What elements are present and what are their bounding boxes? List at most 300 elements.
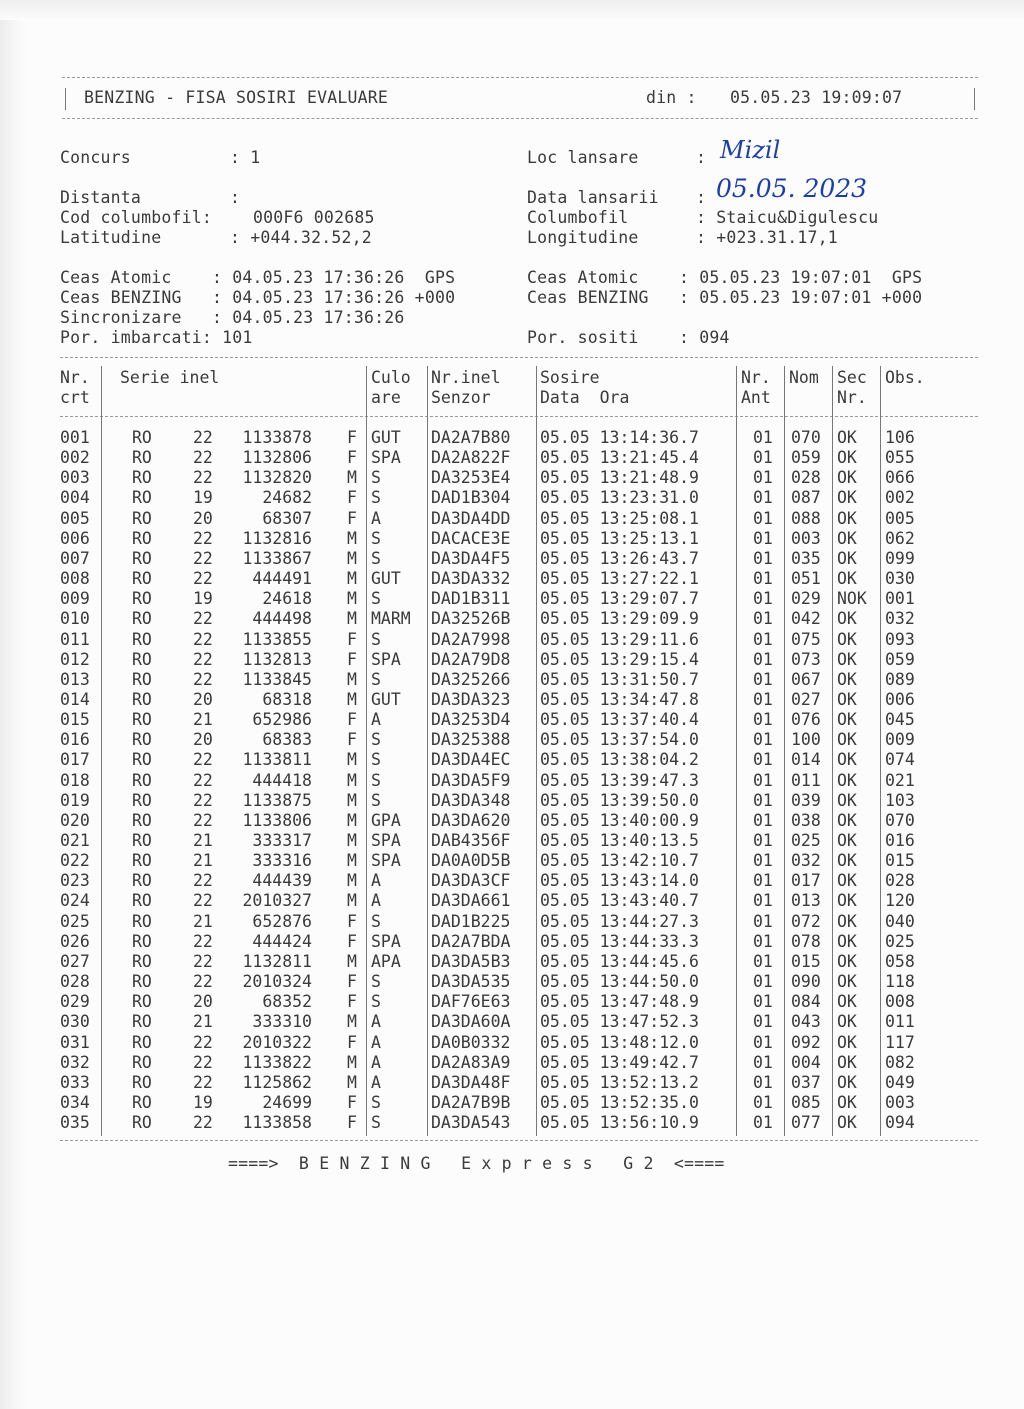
distanta-label: Distanta [60,188,142,207]
cell-senzor: DA3DA323 [431,689,511,709]
cell-sec: OK [837,1052,857,1072]
cell-tara: RO [132,931,152,951]
cell-inel: 444498 [252,609,312,629]
cell-senzor: DA2A7998 [431,629,511,649]
cell-sosire: 05.05 13:48:12.0 [540,1032,699,1052]
cell-obs: 118 [885,972,915,992]
cell-ant: 01 [753,831,773,850]
cell-nom: 014 [791,750,821,770]
porumbei-sositi: Por. sositi : 094 [527,328,730,347]
cell-culoare: S [371,730,381,750]
cell-tara: RO [132,750,152,770]
cell-sex: M [347,528,357,548]
cell-ant: 01 [753,992,773,1012]
cell-nom: 015 [791,951,821,971]
cell-inel: 1133878 [242,428,312,447]
report-title: BENZING - FISA SOSIRI EVALUARE [84,88,389,107]
cell-sec: OK [837,790,857,810]
cell-obs: 099 [885,548,915,568]
cell-sosire: 05.05 13:29:15.4 [540,649,699,669]
cell-nom: 035 [791,548,821,568]
cell-ant: 01 [753,871,773,891]
cell-ant: 01 [753,689,773,709]
cell-tara: RO [132,428,152,447]
cell-tara: RO [132,1032,152,1052]
cell-nr: 023 [60,871,90,891]
cell-ant: 01 [753,589,773,609]
cell-senzor: DA3DA348 [431,790,511,810]
cell-tara: RO [132,891,152,911]
cell-inel: 1133875 [242,790,312,810]
cell-culoare: S [371,669,381,689]
cell-ant: 01 [753,1032,773,1052]
col-header-crt: crt [60,388,90,407]
cell-sex: M [347,1012,357,1032]
cell-ant: 01 [753,1113,773,1133]
cell-sec: OK [837,1092,857,1112]
cell-inel: 2010324 [242,972,312,992]
cell-ant: 01 [753,810,773,830]
cell-culoare: S [371,992,381,1012]
col-header-nr: Nr. [60,368,90,387]
cell-obs: 030 [885,569,915,589]
cell-nom: 084 [791,992,821,1012]
report-date-value: 05.05.23 19:09:07 [730,88,903,107]
cell-nom: 088 [791,508,821,528]
col-header-culoare-2: are [371,388,401,407]
cell-an: 20 [193,689,213,709]
cell-senzor: DA3DA3CF [431,871,511,891]
cell-an: 22 [193,448,213,468]
cell-inel: 1132811 [242,951,312,971]
cell-an: 22 [193,790,213,810]
cell-nr: 010 [60,609,90,629]
cell-culoare: SPA [371,448,401,468]
table-top-rule [60,357,978,358]
col-header-sosire: Sosire [540,368,600,387]
cell-nr: 004 [60,488,90,508]
column-separator [536,366,537,1136]
distanta-value: : [230,188,241,207]
cell-sosire: 05.05 13:56:10.9 [540,1113,699,1133]
concurs-value: : 1 [230,148,261,167]
cell-sex: M [347,569,357,589]
cell-ant: 01 [753,1092,773,1112]
cell-sosire: 05.05 13:14:36.7 [540,428,699,447]
cell-nom: 072 [791,911,821,931]
cell-culoare: SPA [371,649,401,669]
cell-senzor: DA3DA60A [431,1012,511,1032]
cell-obs: 066 [885,468,915,488]
cell-sec: OK [837,669,857,689]
cell-tara: RO [132,569,152,589]
cell-culoare: A [371,1032,381,1052]
cell-senzor: DAD1B225 [431,911,511,931]
cell-sosire: 05.05 13:44:27.3 [540,911,699,931]
cell-sex: F [347,710,357,730]
cell-nom: 039 [791,790,821,810]
cell-an: 22 [193,931,213,951]
cell-nom: 090 [791,972,821,992]
cell-tara: RO [132,770,152,790]
column-separator [736,366,737,1136]
porumbei-imbarcati: Por. imbarcati: 101 [60,328,253,347]
cell-obs: 117 [885,1032,915,1052]
cell-ant: 01 [753,891,773,911]
cell-nr: 019 [60,790,90,810]
cell-ant: 01 [753,488,773,508]
cell-nr: 031 [60,1032,90,1052]
latitudine-label: Latitudine [60,228,162,247]
cell-ant: 01 [753,951,773,971]
cell-sex: F [347,488,357,508]
cell-culoare: S [371,468,381,488]
cell-ant: 01 [753,931,773,951]
cell-obs: 028 [885,871,915,891]
cell-nr: 008 [60,569,90,589]
cell-senzor: DA3DA5B3 [431,951,511,971]
cell-senzor: DA2A7B9B [431,1092,511,1112]
column-separator [784,366,785,1136]
paper-edge [0,0,28,1409]
sex-separator [366,428,367,1136]
cell-ant: 01 [753,710,773,730]
cell-inel: 68383 [262,730,312,750]
cell-nom: 011 [791,770,821,790]
column-separator [101,366,102,1136]
cell-an: 22 [193,1032,213,1052]
cell-senzor: DA2A7BDA [431,931,511,951]
cell-senzor: DA0A0D5B [431,851,511,871]
cell-an: 22 [193,951,213,971]
cell-nom: 067 [791,669,821,689]
cell-ant: 01 [753,629,773,649]
cell-nom: 059 [791,448,821,468]
cell-obs: 025 [885,931,915,951]
cell-an: 22 [193,1052,213,1072]
cell-sec: OK [837,548,857,568]
cell-sex: F [347,629,357,649]
cell-sosire: 05.05 13:39:47.3 [540,770,699,790]
cell-nr: 034 [60,1092,90,1112]
cell-tara: RO [132,669,152,689]
cell-inel: 1133845 [242,669,312,689]
cell-obs: 009 [885,730,915,750]
cell-an: 22 [193,770,213,790]
cell-tara: RO [132,1052,152,1072]
cell-obs: 093 [885,629,915,649]
cell-nr: 022 [60,851,90,871]
cell-sex: M [347,589,357,609]
cell-sex: F [347,1113,357,1133]
cell-sosire: 05.05 13:40:13.5 [540,831,699,850]
cell-nom: 032 [791,851,821,871]
cell-an: 20 [193,730,213,750]
cell-sec: OK [837,468,857,488]
cell-inel: 333316 [252,851,312,871]
title-box-right-border [974,88,975,110]
cell-nom: 013 [791,891,821,911]
table-header-rule [60,416,978,417]
cell-culoare: S [371,1113,381,1133]
cell-culoare: MARM [371,609,411,629]
cell-sex: M [347,871,357,891]
cell-sosire: 05.05 13:27:22.1 [540,569,699,589]
data-lansarii-label: Data lansarii [527,188,659,207]
cell-sec: OK [837,710,857,730]
cell-inel: 2010327 [242,891,312,911]
cell-senzor: DA3DA4F5 [431,548,511,568]
cell-sex: F [347,1032,357,1052]
cod-columbofil-label: Cod columbofil: [60,208,213,227]
cell-sec: OK [837,1072,857,1092]
columbofil-value: : Staicu&Digulescu [696,208,879,227]
cell-sex: M [347,851,357,871]
cell-tara: RO [132,609,152,629]
cell-tara: RO [132,468,152,488]
cell-sex: M [347,1072,357,1092]
cell-an: 22 [193,972,213,992]
cell-sex: F [347,972,357,992]
cell-tara: RO [132,689,152,709]
cell-tara: RO [132,972,152,992]
cell-an: 21 [193,911,213,931]
cell-sex: M [347,669,357,689]
cell-ant: 01 [753,448,773,468]
cell-sex: M [347,750,357,770]
cell-sex: F [347,448,357,468]
cell-obs: 094 [885,1113,915,1133]
cell-ant: 01 [753,428,773,447]
cell-senzor: DA3DA48F [431,1072,511,1092]
cell-obs: 016 [885,831,915,850]
cell-inel: 444418 [252,770,312,790]
cell-sec: OK [837,609,857,629]
title-box-top-border [62,77,978,78]
cell-culoare: A [371,508,381,528]
cell-sex: F [347,649,357,669]
cell-nr: 001 [60,428,90,447]
cell-culoare: A [371,710,381,730]
cell-nr: 002 [60,448,90,468]
cell-culoare: S [371,1092,381,1112]
cell-nr: 015 [60,710,90,730]
col-header-ant: Ant [741,388,771,407]
cell-tara: RO [132,810,152,830]
cell-sec: OK [837,810,857,830]
cell-an: 22 [193,629,213,649]
column-separator [880,366,881,1136]
cell-tara: RO [132,730,152,750]
cell-sosire: 05.05 13:47:52.3 [540,1012,699,1032]
cell-tara: RO [132,508,152,528]
cell-nr: 011 [60,629,90,649]
cell-senzor: DA3DA661 [431,891,511,911]
cell-ant: 01 [753,669,773,689]
cell-nom: 100 [791,730,821,750]
cell-senzor: DAF76E63 [431,992,511,1012]
cell-sec: OK [837,428,857,447]
cell-nr: 029 [60,992,90,1012]
cell-inel: 1133811 [242,750,312,770]
cell-inel: 444491 [252,569,312,589]
cell-nr: 025 [60,911,90,931]
cell-sex: M [347,1052,357,1072]
cell-obs: 015 [885,851,915,871]
loc-lansare-handwritten: Mizil [720,136,781,164]
cell-sec: OK [837,931,857,951]
cell-obs: 120 [885,891,915,911]
cell-obs: 001 [885,589,915,609]
cell-nr: 014 [60,689,90,709]
cell-sec: OK [837,871,857,891]
cell-tara: RO [132,790,152,810]
ceas-atomic-end: Ceas Atomic : 05.05.23 19:07:01 GPS [527,268,923,287]
cell-inel: 1132816 [242,528,312,548]
cell-obs: 074 [885,750,915,770]
cell-an: 22 [193,428,213,447]
cell-culoare: S [371,528,381,548]
cell-nom: 037 [791,1072,821,1092]
cell-sosire: 05.05 13:37:40.4 [540,710,699,730]
cell-senzor: DAD1B304 [431,488,511,508]
cell-obs: 032 [885,609,915,629]
cell-sec: OK [837,750,857,770]
cell-inel: 333310 [252,1012,312,1032]
cell-nr: 016 [60,730,90,750]
cell-ant: 01 [753,649,773,669]
cell-sex: F [347,992,357,1012]
cell-culoare: A [371,871,381,891]
cell-nr: 032 [60,1052,90,1072]
cell-sosire: 05.05 13:25:08.1 [540,508,699,528]
cell-senzor: DA3253D4 [431,710,511,730]
cell-obs: 005 [885,508,915,528]
cell-senzor: DA2A83A9 [431,1052,511,1072]
cell-an: 22 [193,1072,213,1092]
cell-culoare: SPA [371,831,401,850]
cell-senzor: DA3DA332 [431,569,511,589]
cell-nom: 027 [791,689,821,709]
col-header-nom: Nom [789,368,819,387]
cell-senzor: DA3DA5F9 [431,770,511,790]
cell-culoare: A [371,891,381,911]
cell-tara: RO [132,992,152,1012]
cell-culoare: S [371,488,381,508]
cell-senzor: DAB4356F [431,831,511,850]
cell-inel: 68318 [262,689,312,709]
cell-culoare: S [371,972,381,992]
cell-ant: 01 [753,911,773,931]
cell-ant: 01 [753,972,773,992]
cell-an: 22 [193,609,213,629]
cell-ant: 01 [753,1072,773,1092]
cell-sosire: 05.05 13:29:09.9 [540,609,699,629]
cell-senzor: DA3253E4 [431,468,511,488]
cell-nom: 077 [791,1113,821,1133]
cell-an: 22 [193,548,213,568]
cell-an: 19 [193,488,213,508]
cell-sec: OK [837,448,857,468]
cell-sosire: 05.05 13:52:35.0 [540,1092,699,1112]
cell-ant: 01 [753,790,773,810]
cell-obs: 021 [885,770,915,790]
cell-nom: 017 [791,871,821,891]
cell-sec: OK [837,508,857,528]
cell-inel: 24682 [262,488,312,508]
sincronizare: Sincronizare : 04.05.23 17:36:26 [60,308,405,327]
cell-nom: 087 [791,488,821,508]
cell-nom: 043 [791,1012,821,1032]
data-lansarii-sep: : [696,188,707,207]
cell-sex: F [347,428,357,447]
cell-sec: OK [837,911,857,931]
cell-culoare: S [371,589,381,609]
cell-nr: 020 [60,810,90,830]
cell-sosire: 05.05 13:21:45.4 [540,448,699,468]
cell-an: 22 [193,871,213,891]
cell-nr: 028 [60,972,90,992]
cell-culoare: GUT [371,689,401,709]
cell-nom: 070 [791,428,821,447]
footer-banner: ====> B E N Z I N G E x p r e s s G 2 <==== [228,1154,725,1173]
cell-nr: 030 [60,1012,90,1032]
cell-sec: OK [837,891,857,911]
cell-senzor: DA3DA535 [431,972,511,992]
cell-tara: RO [132,1072,152,1092]
cell-nr: 005 [60,508,90,528]
cell-nom: 028 [791,468,821,488]
cell-nr: 027 [60,951,90,971]
columbofil-label: Columbofil [527,208,629,227]
cell-tara: RO [132,548,152,568]
cell-tara: RO [132,831,152,850]
cell-sec: OK [837,1012,857,1032]
cell-obs: 103 [885,790,915,810]
latitudine-value: : +044.32.52,2 [230,228,372,247]
cell-nom: 092 [791,1032,821,1052]
cell-ant: 01 [753,508,773,528]
cell-inel: 1133855 [242,629,312,649]
cell-an: 22 [193,569,213,589]
cell-an: 22 [193,810,213,830]
cell-sec: OK [837,1032,857,1052]
cell-senzor: DA325388 [431,730,511,750]
cell-an: 19 [193,1092,213,1112]
cell-sex: F [347,508,357,528]
col-header-serie: Serie inel [120,368,220,387]
cell-senzor: DACACE3E [431,528,511,548]
cell-sosire: 05.05 13:49:42.7 [540,1052,699,1072]
cell-nom: 085 [791,1092,821,1112]
col-header-sec: Sec [837,368,867,387]
cell-an: 22 [193,649,213,669]
cell-obs: 045 [885,710,915,730]
cell-culoare: A [371,1012,381,1032]
cell-sec: OK [837,851,857,871]
cell-obs: 006 [885,689,915,709]
cell-an: 21 [193,710,213,730]
cell-inel: 1132806 [242,448,312,468]
cell-ant: 01 [753,548,773,568]
cell-culoare: A [371,1072,381,1092]
cell-ant: 01 [753,528,773,548]
cell-sec: OK [837,689,857,709]
cell-nom: 029 [791,589,821,609]
cell-sosire: 05.05 13:26:43.7 [540,548,699,568]
cell-nr: 012 [60,649,90,669]
cell-nr: 026 [60,931,90,951]
